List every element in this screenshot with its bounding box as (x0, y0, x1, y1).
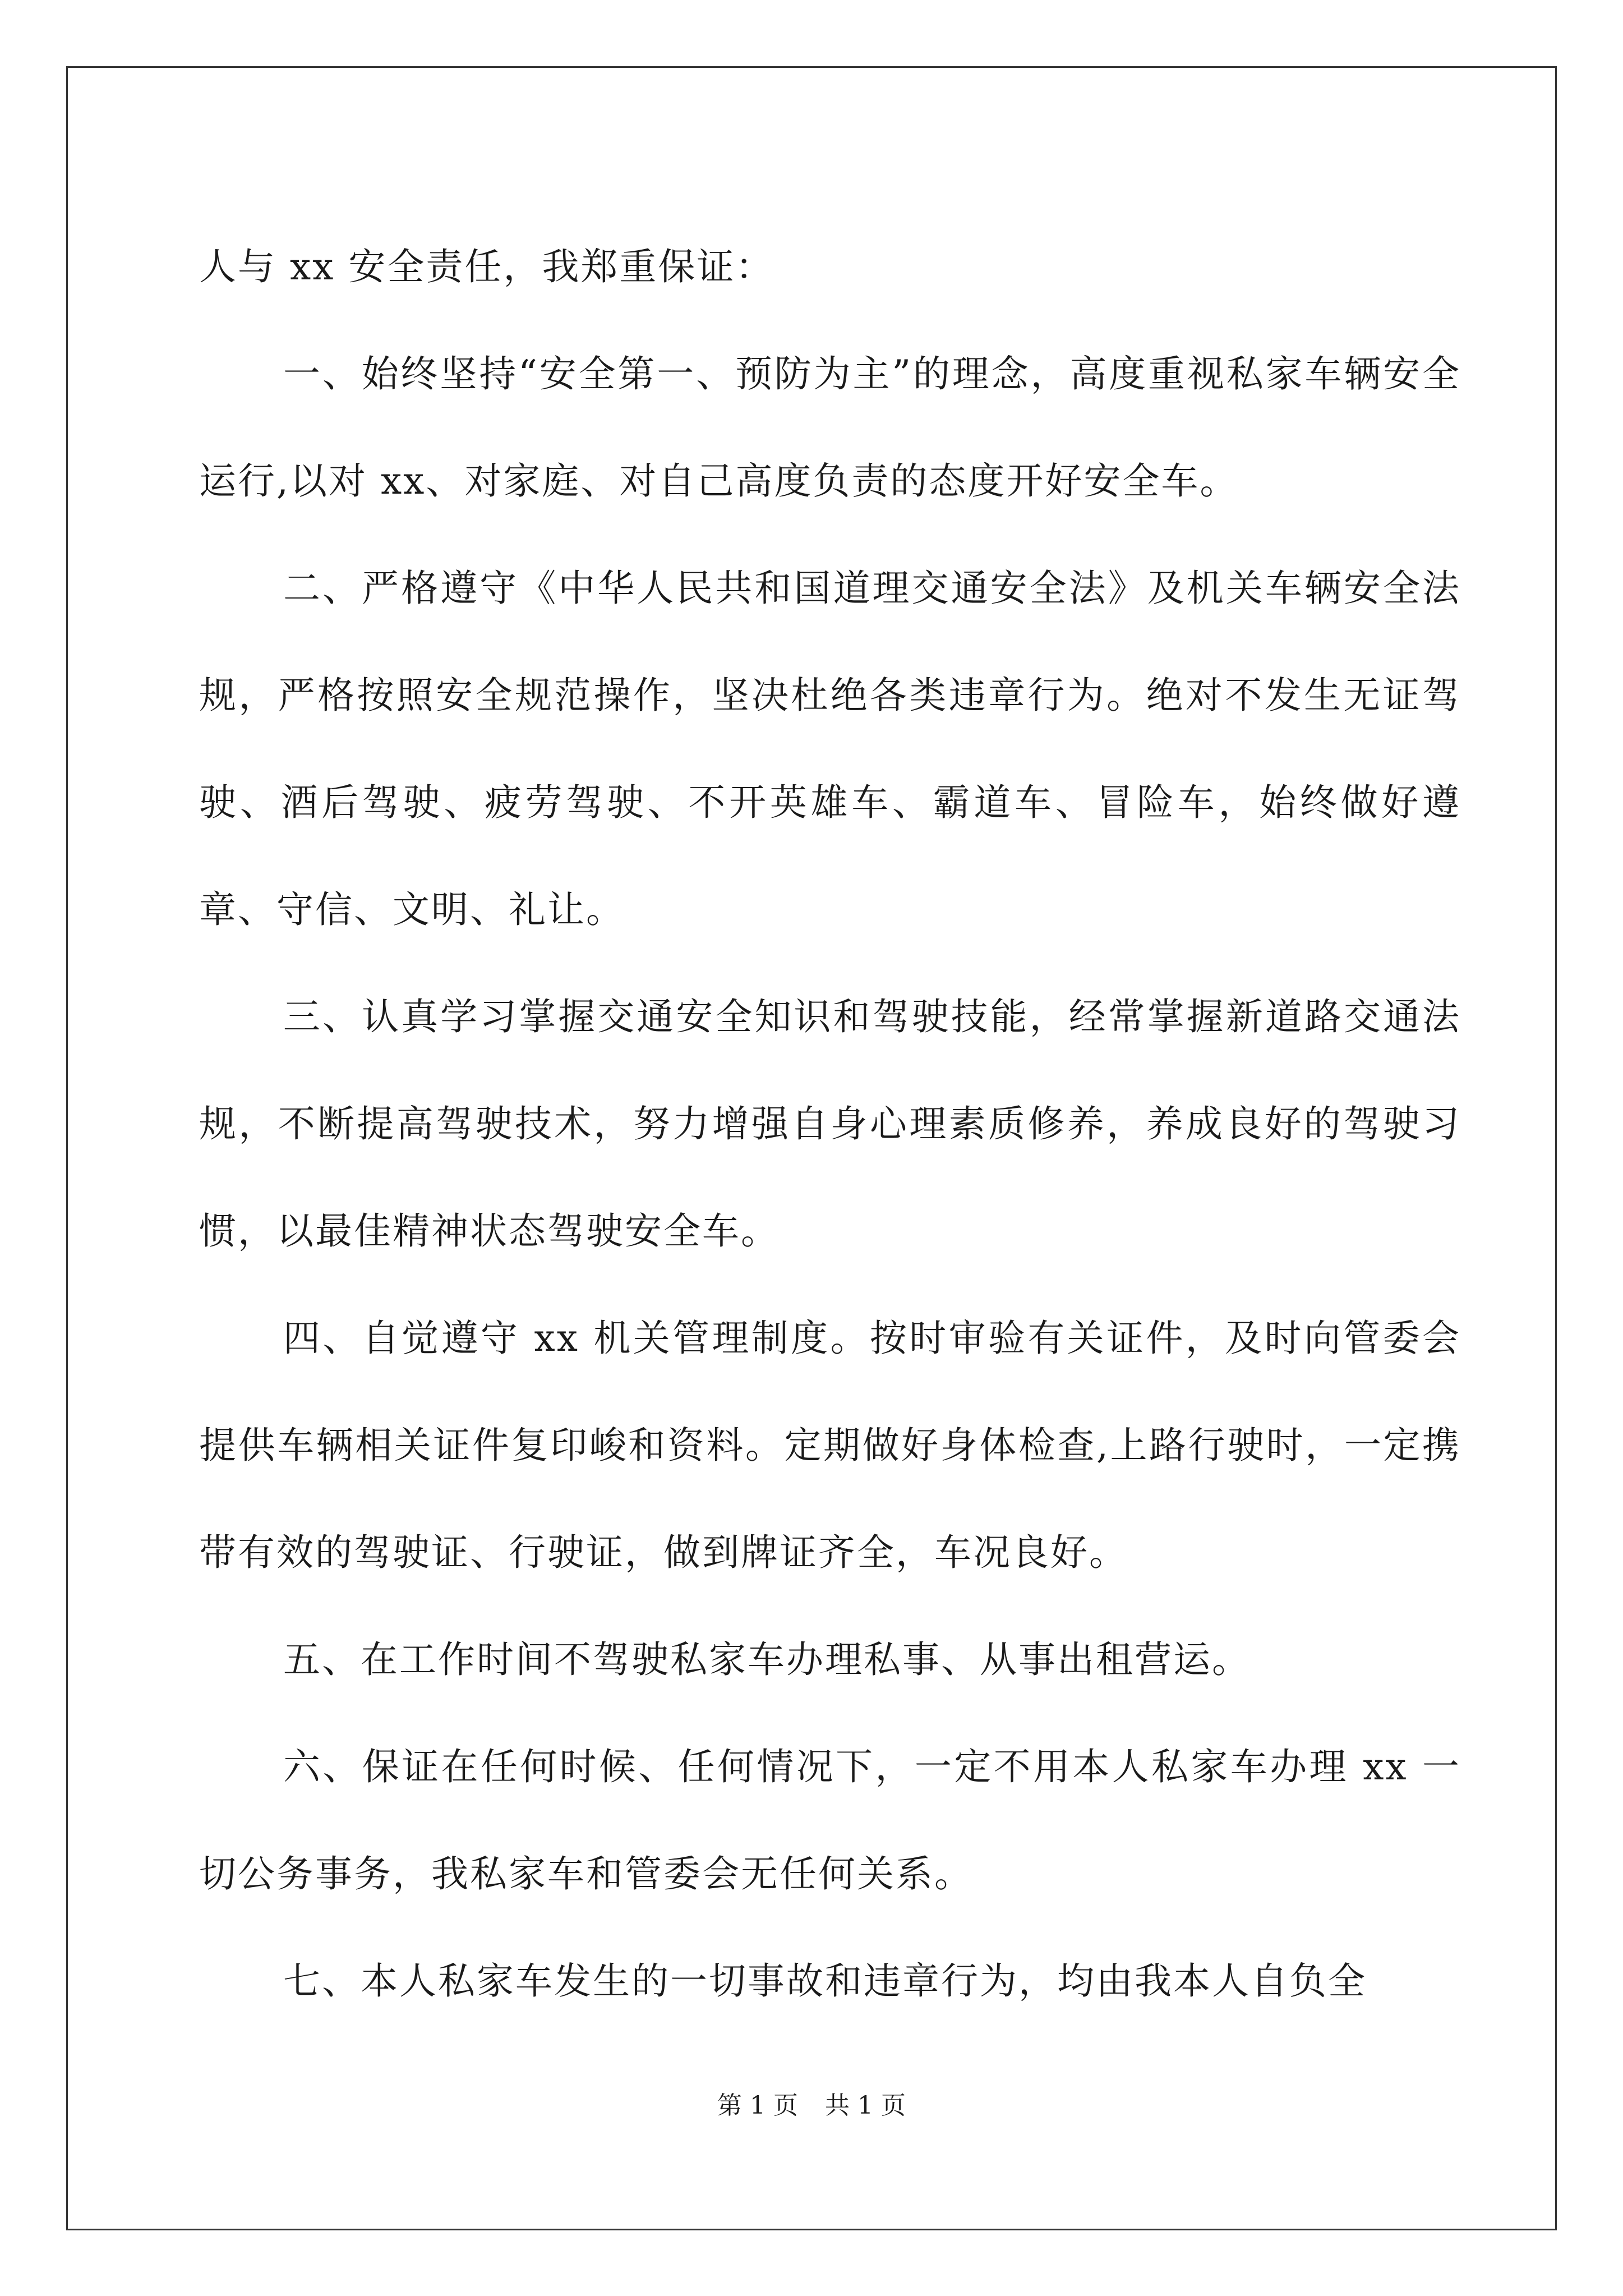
paragraph-item-1: 一、始终坚持“安全第一、预防为主”的理念，高度重视私家车辆安全运行,以对 xx、对家庭、对自己高度负责的态度开好安全车。 (199, 352, 1461, 503)
paragraph-item-2: 二、严格遵守《中华人民共和国道理交通安全法》及机关车辆安全法规，严格按照安全规范操作，坚决杜绝各类违章行为。绝对不发生无证驾驶、酒后驾驶、疲劳驾驶、不开英雄车、霸道车、冒险车，始终做好遵章、守信、文明、礼让。 (199, 567, 1461, 931)
page-number: 第 1 页 (717, 2091, 798, 2120)
page-total: 共 1 页 (825, 2091, 906, 2120)
paragraph-item-5: 五、在工作时间不驾驶私家车办理私事、从事出租营运。 (283, 1638, 1251, 1681)
paragraph-item-3: 三、认真学习掌握交通安全知识和驾驶技能，经常掌握新道路交通法规，不断提高驾驶技术，努力增强自身心理素质修养，养成良好的驾驶习惯，以最佳精神状态驾驶安全车。 (199, 995, 1461, 1253)
paragraph-item-4: 四、自觉遵守 xx 机关管理制度。按时审验有关证件，及时向管委会提供车辆相关证件复印峻和资料。定期做好身体检查,上路行驶时，一定携带有效的驾驶证、行驶证，做到牌证齐全，车况良好。 (199, 1317, 1461, 1574)
document-body (199, 213, 1461, 2035)
paragraph-item-6: 六、保证在任何时候、任何情况下，一定不用本人私家车办理 xx 一切公务事务，我私家车和管委会无任何关系。 (199, 1745, 1461, 1895)
page-footer (0, 2089, 1623, 2123)
paragraph-item-7: 七、本人私家车发生的一切事故和违章行为，均由我本人自负全 (283, 1959, 1367, 2003)
paragraph-intro: 人与 xx 安全责任，我郑重保证： (199, 245, 774, 288)
